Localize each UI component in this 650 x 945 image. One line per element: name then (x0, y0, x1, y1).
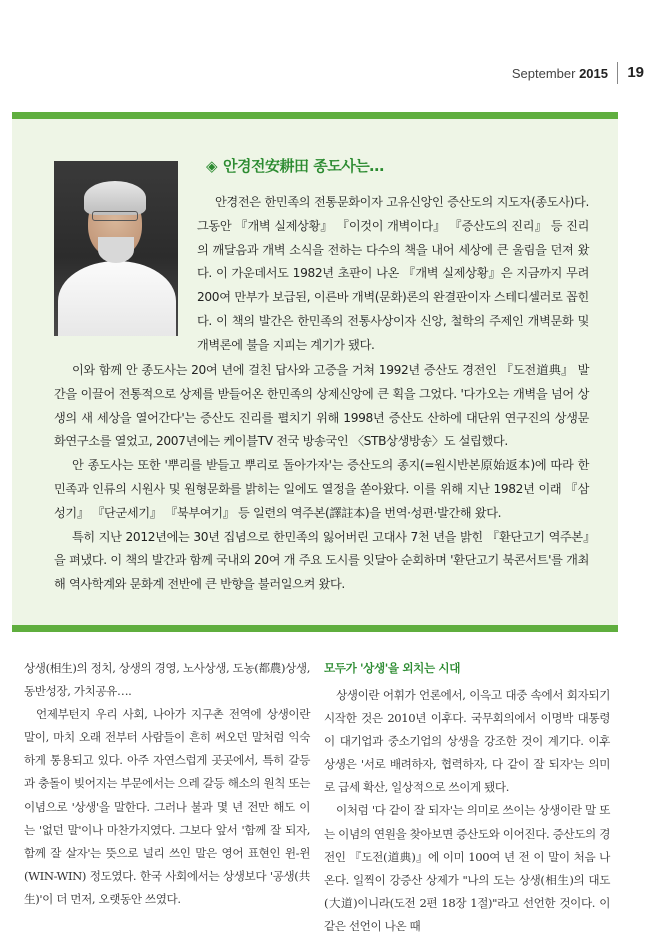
article-paragraph: 이처럼 '다 같이 잘 되자'는 의미로 쓰이는 상생이란 말 또는 이념의 연원을 찾아보면 증산도와 이어진다. 증산도의 경전인 『도전(道典)』에 이미 100여 년 전 이 말이 처음 나온다. 일찍이 강증산 상제가 "나의 도는 상생(相生)의 대도(大道)이니라(도전 2편 18장 1절)"라고 선언한 것이다. 이 같은 선언이 나온 때 (324, 803, 610, 933)
header-divider (617, 62, 618, 84)
issue-date (512, 66, 608, 81)
diamond-icon: ◈ (206, 157, 218, 175)
section-heading: 모두가 '상생'을 외치는 시대 (324, 661, 461, 675)
portrait-photo (54, 161, 178, 336)
article-right-column (324, 657, 610, 938)
portrait-hair (84, 181, 146, 215)
article-left-column (24, 657, 310, 911)
portrait-glasses (92, 211, 138, 221)
profile-title (206, 155, 384, 176)
profile-paragraph: 특히 지난 2012년에는 30년 집념으로 한민족의 잃어버린 고대사 7천 년을 밝힌 『환단고기 역주본』을 펴냈다. 이 책의 발간과 함께 국내외 20여 개 주요 도시를 잇달아 순회하며 '환단고기 북콘서트'를 개최해 역사학계와 문화계 전반에 큰 반향을 불러일으켜 왔다. (54, 529, 589, 592)
page-number: 19 (627, 64, 644, 81)
issue-year: 2015 (579, 66, 608, 81)
article-paragraph: 상생(相生)의 정치, 상생의 경영, 노사상생, 도농(都農)상생, 동반성장, 가치공유…. (24, 661, 310, 699)
profile-intro-paragraph: 안경전은 한민족의 전통문화이자 고유신앙인 증산도의 지도자(종도사)다. 그동안 『개벽 실제상황』 『이것이 개벽이다』 『증산도의 진리』 등 진리의 깨달음과 개벽 소식을 전하는 다수의 책을 내어 세상에 큰 울림을 던져 왔다. 이 가운데서도 1982년 초판이 나온 『개벽 실제상황』은 지금까지 무려 200여 만부가 보급된, 이른바 개벽(문화)론의 완결판이자 스테디셀러로 꼽힌다. 이 책의 발간은 한민족의 전통사상이자 신앙, 철학의 주제인 개벽문화 및 개벽론에 불을 지피는 계기가 됐다. (197, 195, 589, 352)
profile-paragraph: 이와 함께 안 종도사는 20여 년에 걸친 답사와 고증을 거쳐 1992년 증산도 경전인 『도전道典』 발간을 이끌어 전통적으로 상제를 받들어온 한민족의 상제신앙에 큰 획을 그었다. '다가오는 개벽을 넘어 상생의 새 세상을 열어간다'는 증산도 진리를 펼치기 위해 1998년 증산도 산하에 대단위 연구진의 상생문화연구소를 열었고, 2007년에는 케이블TV 전국 방송국인 〈STB상생방송〉도 설립했다. (54, 363, 589, 449)
article-paragraph: 언제부턴지 우리 사회, 나아가 지구촌 전역에 상생이란 말이, 마치 오래 전부터 사람들이 흔히 써오던 말처럼 익숙하게 통용되고 있다. 아주 자연스럽게 곳곳에서, 특히 갈등과 충돌이 빚어지는 부문에서는 으레 갈등 해소의 원칙 또는 이념으로 '상생'을 말한다. 그러나 불과 몇 년 전만 해도 이는 '없던 말'이나 마찬가지였다. 그보다 앞서 '함께 잘 되자, 함께 잘 살자'는 뜻으로 널리 쓰인 말은 영어 표현인 윈-윈(WIN-WIN) 정도였다. 한국 사회에서는 상생보다 '공생(共生)'이 더 먼저, 오랫동안 쓰였다. (24, 707, 310, 906)
portrait-robe (58, 261, 176, 336)
profile-body (54, 359, 589, 597)
issue-month: September (511, 66, 576, 81)
portrait-beard (98, 237, 134, 263)
article-paragraph: 상생이란 어휘가 언론에서, 이윽고 대중 속에서 회자되기 시작한 것은 2010년 이후다. 국무회의에서 이명박 대통령이 대기업과 중소기업의 상생을 강조한 것이 계기다. 이후 상생은 '서로 배려하자, 협력하자, 다 같이 잘 되자'는 의미로 급세 확산, 일상적으로 쓰이게 됐다. (324, 688, 610, 795)
profile-title-text: 안경전安耕田 종도사는… (223, 157, 384, 175)
profile-paragraph: 안 종도사는 또한 '뿌리를 받들고 뿌리로 돌아가자'는 증산도의 종지(=원시반본原始返本)에 따라 한민족과 인류의 시원사 및 원형문화를 밝히는 일에도 열정을 쏟아왔다. 이를 위해 지난 1982년 이래 『삼성기』 『단군세기』 『북부여기』 등 일련의 역주본(譯註本)을 번역·성편·발간해 왔다. (54, 458, 589, 520)
page-header (0, 58, 650, 88)
profile-box (12, 112, 618, 632)
profile-intro (197, 191, 589, 358)
